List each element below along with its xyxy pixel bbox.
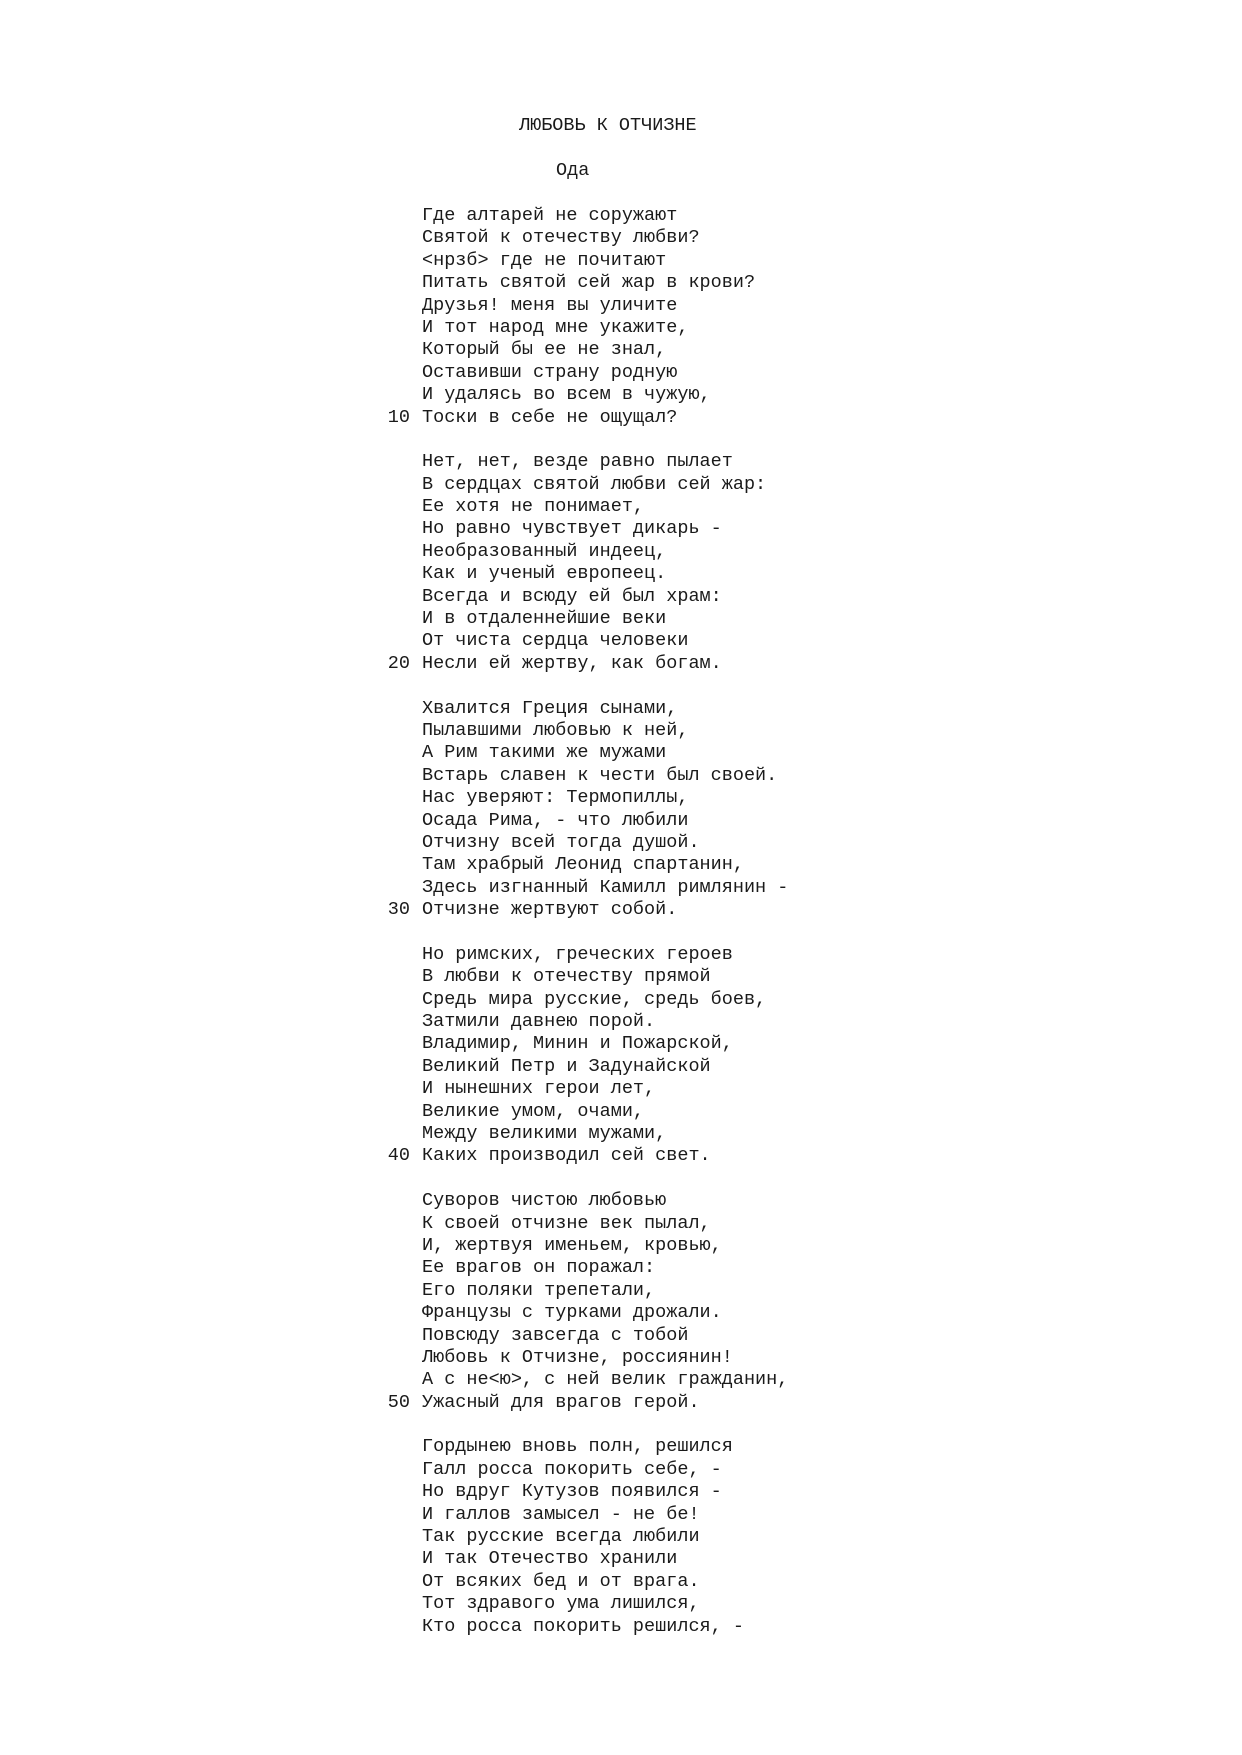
verse-line: Суворов чистою любовью	[422, 1190, 667, 1212]
verse-line: Питать святой сей жар в крови?	[422, 272, 756, 294]
verse-line: В сердцах святой любви сей жар:	[422, 473, 767, 495]
verse-line: Но равно чувствует дикарь -	[422, 518, 722, 540]
verse-line: И нынешних герои лет,	[422, 1078, 656, 1100]
verse-line: И галлов замысел - не бе!	[422, 1503, 700, 1525]
verse-line: Всегда и всюду ей был храм:	[422, 585, 722, 607]
verse-line: Ее врагов он поражал:	[422, 1257, 656, 1279]
stanza-gap	[382, 675, 788, 697]
verse-line: Встарь славен к чести был своей.	[422, 764, 778, 786]
verse-line: Галл росса покорить себе, -	[422, 1458, 722, 1480]
verse-line: Но римских, греческих героев	[422, 943, 733, 965]
verse-line: Осада Рима, - что любили	[422, 809, 689, 831]
verse-text: Каких производил сей свет.	[422, 1145, 711, 1167]
verse-line: И, жертвуя именьем, кровью,	[422, 1234, 722, 1256]
verse-line: В любви к отечеству прямой	[422, 966, 711, 988]
verse-line: Святой к отечеству любви?	[422, 227, 700, 249]
verse-line-numbered	[382, 1145, 788, 1167]
stanza	[382, 944, 788, 1190]
verse-line: От всяких бед и от врага.	[422, 1570, 700, 1592]
verse-text: Отчизне жертвуют собой.	[422, 899, 678, 921]
verse-line: Нас уверяют: Термопиллы,	[422, 787, 689, 809]
verse-line: И тот народ мне укажите,	[422, 316, 689, 338]
verse-text: Тоски в себе не ощущал?	[422, 406, 678, 428]
verse-line: Кто росса покорить решился, -	[422, 1615, 744, 1637]
verse-line: Затмили давнею порой.	[422, 1011, 656, 1033]
verse-line: Но вдруг Кутузов появился -	[422, 1481, 722, 1503]
verse-line: Тот здравого ума лишился,	[422, 1593, 700, 1615]
verse-line-numbered	[382, 899, 788, 921]
verse-line: Нет, нет, везде равно пылает	[422, 451, 733, 473]
verse-line: К своей отчизне век пылал,	[422, 1212, 711, 1234]
verse-line: Где алтарей не соружают	[422, 205, 678, 226]
verse-line: Великие умом, очами,	[422, 1100, 645, 1122]
verse-line-numbered	[382, 653, 788, 675]
stanza-gap	[382, 1168, 788, 1190]
verse-line: И в отдаленнейшие веки	[422, 608, 667, 630]
poem-subtitle: Ода	[556, 160, 590, 181]
verse-line: Друзья! меня вы уличите	[422, 294, 678, 316]
poem-title: ЛЮБОВЬ К ОТЧИЗНЕ	[519, 115, 697, 136]
verse-line: А с не<ю>, с ней велик гражданин,	[422, 1369, 789, 1391]
stanza-gap	[382, 922, 788, 944]
verse-line: Как и ученый европеец.	[422, 563, 667, 585]
verse-line: Необразованный индеец,	[422, 540, 667, 562]
verse-line-numbered	[382, 407, 788, 429]
line-number: 50	[387, 1391, 410, 1413]
verse-line: Великий Петр и Задунайской	[422, 1055, 711, 1077]
verse-text: Несли ей жертву, как богам.	[422, 652, 722, 674]
verse-line-numbered	[382, 1392, 788, 1414]
poem-body	[382, 205, 788, 1638]
verse-text: Ужасный для врагов герой.	[422, 1391, 700, 1413]
verse-line: Там храбрый Леонид спартанин,	[422, 854, 744, 876]
stanza	[382, 1436, 788, 1638]
verse-line: Средь мира русские, средь боев,	[422, 988, 767, 1010]
stanza-gap	[382, 429, 788, 451]
verse-line: И удалясь во всем в чужую,	[422, 384, 711, 406]
verse-line: А Рим такими же мужами	[422, 742, 667, 764]
verse-line: Любовь к Отчизне, россиянин!	[422, 1346, 733, 1368]
verse-line: Отчизну всей тогда душой.	[422, 831, 700, 853]
verse-line: Пылавшими любовью к ней,	[422, 719, 689, 741]
line-number: 20	[387, 652, 410, 674]
verse-line: Французы с турками дрожали.	[422, 1302, 722, 1324]
verse-line: Ее хотя не понимает,	[422, 496, 645, 518]
verse-line: Между великими мужами,	[422, 1123, 667, 1145]
verse-line: Оставивши страну родную	[422, 361, 678, 383]
stanza	[382, 1190, 788, 1436]
line-number: 30	[387, 899, 410, 921]
verse-line: Хвалится Греция сынами,	[422, 697, 678, 719]
verse-line: Повсюду завсегда с тобой	[422, 1324, 689, 1346]
verse-line: Здесь изгнанный Камилл римлянин -	[422, 876, 789, 898]
verse-line: Его поляки трепетали,	[422, 1279, 656, 1301]
line-number: 40	[387, 1145, 410, 1167]
verse-line: Который бы ее не знал,	[422, 339, 667, 361]
line-number: 10	[387, 406, 410, 428]
stanza	[382, 451, 788, 697]
verse-line: Так русские всегда любили	[422, 1526, 700, 1548]
stanza	[382, 205, 788, 451]
verse-line: Гордынею вновь полн, решился	[422, 1436, 733, 1458]
verse-line: <нрзб> где не почитают	[422, 249, 667, 271]
verse-line: Владимир, Минин и Пожарской,	[422, 1033, 733, 1055]
verse-line: И так Отечество хранили	[422, 1548, 678, 1570]
verse-line: От чиста сердца человеки	[422, 630, 689, 652]
stanza-gap	[382, 1414, 788, 1436]
stanza	[382, 698, 788, 944]
